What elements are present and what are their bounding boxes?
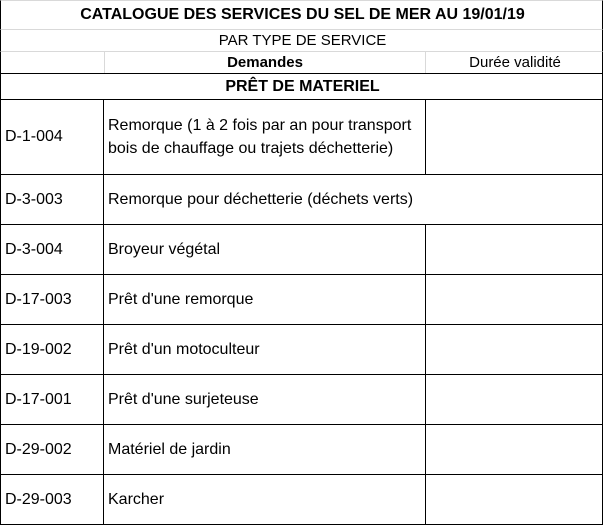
table-row [0,100,603,175]
table-row [0,425,603,475]
demande-cell[interactable]: Remorque pour déchetterie (déchets verts) [108,191,414,208]
header-row [0,52,603,74]
subtitle-row [0,30,603,52]
title-row [0,0,603,30]
catalogue-subtitle[interactable]: PAR TYPE DE SERVICE [218,32,387,49]
table-row [0,175,603,225]
category-label[interactable]: PRÊT DE MATERIEL [225,77,380,95]
demande-cell[interactable]: Prêt d'une surjeteuse [104,375,426,424]
code-cell[interactable]: D-1-004 [1,100,104,174]
code-cell[interactable]: D-29-002 [1,425,104,474]
duree-cell[interactable] [426,100,602,174]
code-cell[interactable]: D-3-003 [1,175,104,224]
header-code-cell[interactable] [1,52,105,73]
table-row [0,325,603,375]
code-cell[interactable]: D-19-002 [1,325,104,374]
demande-cell[interactable]: Prêt d'une remorque [104,275,426,324]
header-duree-cell[interactable]: Durée validité [469,54,561,71]
table-row [0,275,603,325]
code-cell[interactable]: D-3-004 [1,225,104,274]
demande-cell[interactable]: Remorque (1 à 2 fois par an pour transport bois de chauffage ou trajets déchetterie) [104,100,426,174]
table-row [0,225,603,275]
demande-cell[interactable]: Prêt d'un motoculteur [104,325,426,374]
duree-cell[interactable] [426,425,602,474]
duree-cell[interactable] [426,275,602,324]
category-row [0,74,603,100]
code-cell[interactable]: D-17-003 [1,275,104,324]
table-row [0,375,603,425]
demande-cell[interactable]: Broyeur végétal [104,225,426,274]
duree-cell[interactable] [426,325,602,374]
code-cell[interactable]: D-17-001 [1,375,104,424]
demande-cell[interactable]: Matériel de jardin [104,425,426,474]
duree-cell[interactable] [426,375,602,424]
duree-cell[interactable] [426,475,602,524]
code-cell[interactable]: D-29-003 [1,475,104,524]
catalogue-title[interactable]: CATALOGUE DES SERVICES DU SEL DE MER AU 19/01/19 [80,6,525,23]
table-row [0,475,603,525]
demande-cell[interactable]: Karcher [104,475,426,524]
duree-cell[interactable] [426,225,602,274]
header-demandes-cell[interactable]: Demandes [105,52,426,73]
